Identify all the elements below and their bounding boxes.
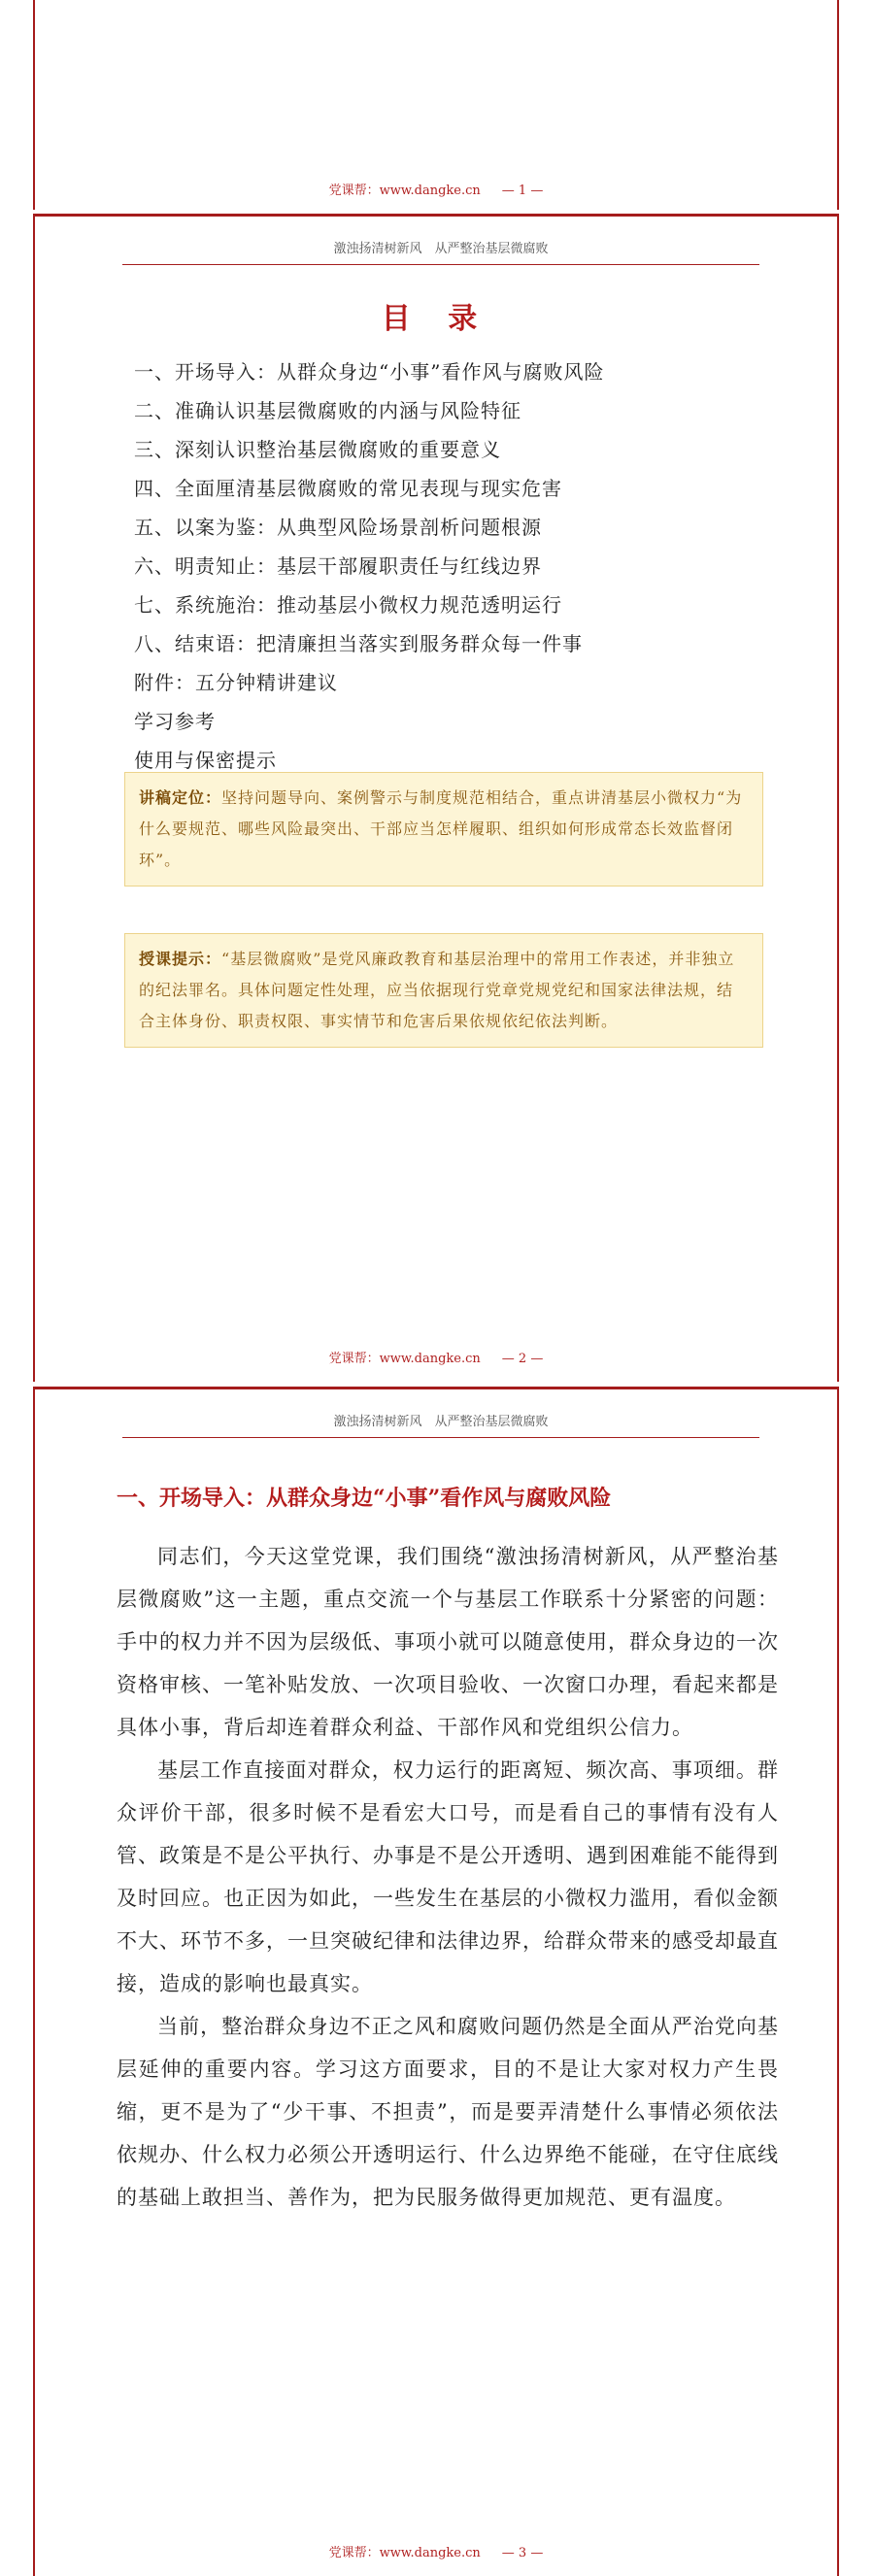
page-footer <box>35 2542 837 2560</box>
page-3 <box>33 1387 839 2576</box>
paragraph: 同志们，今天这堂党课，我们围绕“激浊扬清树新风，从严整治基层微腐败”这一主题，重点交流一个与基层工作联系十分紧密的问题：手中的权力并不因为层级低、事项小就可以随意使用，群众身边的一次资格审核、一笔补贴发放、一次项目验收、一次窗口办理，看起来都是具体小事，背后却连着群众利益、干部作风和党组织公信力。 <box>117 1545 779 1739</box>
toc-item[interactable]: 八、结束语：把清廉担当落实到服务群众每一件事 <box>134 632 583 655</box>
footer-site-label: 党课帮：www.dangke.cn <box>328 2546 481 2560</box>
toc-item[interactable]: 六、明责知止：基层干部履职责任与红线边界 <box>134 554 542 578</box>
page-number: — 1 — <box>501 184 544 198</box>
note-label: 授课提示： <box>139 950 222 968</box>
page-number: — 3 — <box>501 2546 544 2560</box>
toc-list <box>134 352 604 780</box>
page-footer <box>35 1348 837 1366</box>
toc-item[interactable]: 七、系统施治：推动基层小微权力规范透明运行 <box>134 593 562 617</box>
toc-item[interactable]: 使用与保密提示 <box>134 749 277 772</box>
toc-item[interactable]: 五、以案为鉴：从典型风险场景剖析问题根源 <box>134 516 542 539</box>
toc-item[interactable]: 四、全面厘清基层微腐败的常见表现与现实危害 <box>134 477 562 500</box>
running-head: 激浊扬清树新风 从严整治基层微腐败 <box>122 1411 759 1438</box>
note-teaching-tip <box>124 933 763 1048</box>
footer-site-label: 党课帮：www.dangke.cn <box>328 184 481 198</box>
note-text: “基层微腐败”是党风廉政教育和基层治理中的常用工作表述，并非独立的纪法罪名。具体问题定性处理，应当依据现行党章党规党纪和国家法律法规，结合主体身份、职责权限、事实情节和危害后果依规依纪依法判断。 <box>139 950 735 1030</box>
toc-item[interactable]: 学习参考 <box>134 710 216 733</box>
toc-title: 目 录 <box>381 302 491 336</box>
page-footer <box>35 180 837 198</box>
running-head: 激浊扬清树新风 从严整治基层微腐败 <box>122 238 759 265</box>
section-title: 一、开场导入：从群众身边“小事”看作风与腐败风险 <box>117 1486 612 1511</box>
note-text: 坚持问题导向、案例警示与制度规范相结合，重点讲清基层小微权力“为什么要规范、哪些风险最突出、干部应当怎样履职、组织如何形成常态长效监督闭环”。 <box>139 788 743 869</box>
paragraph: 当前，整治群众身边不正之风和腐败问题仍然是全面从严治党向基层延伸的重要内容。学习这方面要求，目的不是让大家对权力产生畏缩，更不是为了“少干事、不担责”，而是要弄清楚什么事情必须依法依规办、什么权力必须公开透明运行、什么边界绝不能碰，在守住底线的基础上敢担当、善作为，把为民服务做得更加规范、更有温度。 <box>117 2015 779 2209</box>
toc-item[interactable]: 一、开场导入：从群众身边“小事”看作风与腐败风险 <box>134 360 605 384</box>
paragraph: 基层工作直接面对群众，权力运行的距离短、频次高、事项细。群众评价干部，很多时候不是看宏大口号，而是看自己的事情有没有人管、政策是不是公平执行、办事是不是公开透明、遇到困难能不能得到及时回应。也正因为如此，一些发生在基层的小微权力滥用，看似金额不大、环节不多，一旦突破纪律和法律边界，给群众带来的感受却最直接，造成的影响也最真实。 <box>117 1758 779 1995</box>
page-1 <box>33 0 839 210</box>
page-2 <box>33 214 839 1382</box>
page-number: — 2 — <box>501 1352 544 1366</box>
toc-item[interactable]: 二、准确认识基层微腐败的内涵与风险特征 <box>134 399 521 422</box>
note-label: 讲稿定位： <box>139 788 222 807</box>
section-body <box>117 1535 779 2219</box>
toc-item[interactable]: 附件：五分钟精讲建议 <box>134 671 338 694</box>
note-positioning <box>124 772 763 887</box>
toc-item[interactable]: 三、深刻认识整治基层微腐败的重要意义 <box>134 438 501 461</box>
footer-site-label: 党课帮：www.dangke.cn <box>328 1352 481 1366</box>
